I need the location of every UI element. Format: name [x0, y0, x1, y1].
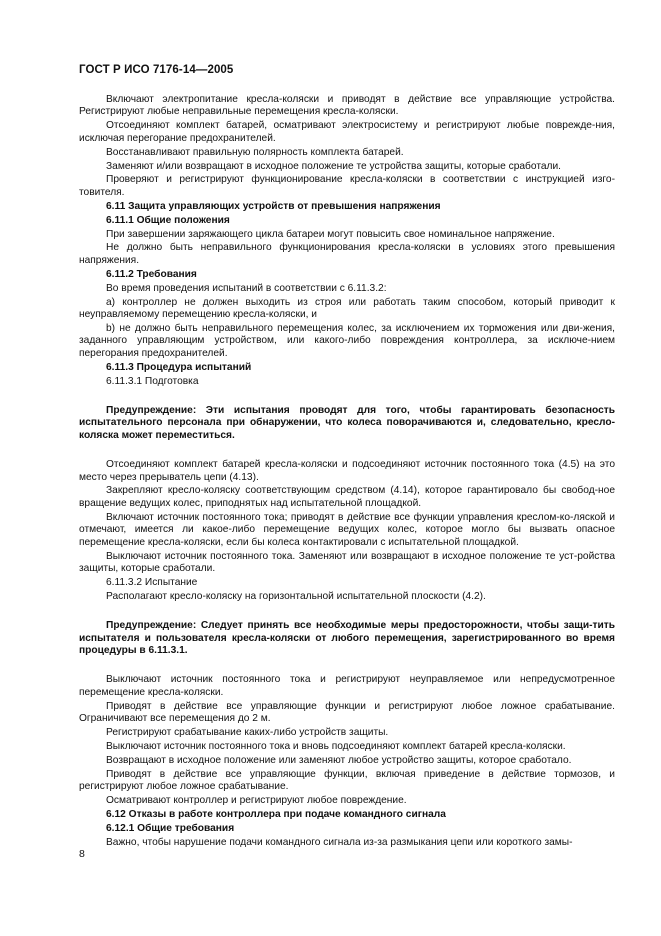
subsection-heading: 6.11.3 Процедура испытаний — [106, 361, 252, 373]
page-number: 8 — [79, 848, 85, 860]
paragraph: Возвращают в исходное положение или заменяют любое устройство защиты, которое сработало. — [106, 754, 572, 766]
warning-text: Предупреждение: Следует принять все необходимые меры предосторожности, чтобы защи-тить испытателя и пользователя кресла-коляски от любого перемещения, зарегистрированного во время процедуры в 6.11.3.1. — [79, 620, 615, 656]
paragraph: Осматривают контроллер и регистрируют любое повреждение. — [106, 795, 407, 806]
paragraph: Закрепляют кресло-коляску соответствующим средством (4.14), которое гарантировало бы свобод-ное вращение ведущих колес, приподнятых над испытательной площадкой. — [79, 485, 615, 509]
paragraph: Проверяют и регистрируют функционирование кресла-коляски в соответствии с инструкцией изго-товителя. — [79, 174, 615, 198]
paragraph: При завершении заряжающего цикла батареи могут повысить свое номинальное напряжение. — [106, 228, 555, 240]
paragraph: Восстанавливают правильную полярность комплекта батарей. — [106, 146, 404, 158]
warning-text: Предупреждение: Эти испытания проводят для того, чтобы гарантировать безопасность испытательного персонала при обнаружении, что колеса поворачиваются и, следовательно, кресло-коляска может переместиться. — [79, 404, 615, 441]
subsection-heading: 6.11.1 Общие положения — [106, 214, 230, 226]
paragraph: Включают электропитание кресла-коляски и приводят в действие все управляющие устройства. Регистрируют любые неправильные перемещения кресла-коляски. — [79, 94, 615, 118]
paragraph: Выключают источник постоянного тока и вновь подсоединяют комплект батарей кресла-коляски. — [106, 740, 566, 752]
paragraph: Не должно быть неправильного функционирования кресла-коляски в условиях этого превышения напряжения. — [79, 242, 615, 266]
paragraph: Регистрируют срабатывание каких-либо устройств защиты. — [106, 726, 389, 738]
paragraph: Во время проведения испытаний в соответствии с 6.11.3.2: — [106, 282, 387, 294]
paragraph: Важно, чтобы нарушение подачи командного сигнала из-за размыкания цепи или короткого замы- — [106, 836, 573, 848]
paragraph: Отсоединяют комплект батарей кресла-коляски и подсоединяют источник постоянного тока (4.5) на это место через прерыватель цепи (4.13). — [79, 459, 615, 483]
paragraph: Заменяют и/или возвращают в исходное положение те устройства защиты, которые сработали. — [106, 160, 562, 172]
document-header: ГОСТ Р ИСО 7176-14—2005 — [79, 64, 234, 76]
subsection-heading: 6.11.2 Требования — [106, 268, 197, 280]
subsection-heading: 6.12.1 Общие требования — [106, 822, 235, 834]
document-body — [79, 94, 615, 851]
list-item: b) не должно быть неправильного перемещения колес, за исключением их торможения или дви-жения, заданного управляющим устройством, или какого-либо повреждения контроллера, за исключе-нием перегорания предохранителей. — [79, 322, 615, 359]
paragraph: Приводят в действие все управляющие функции и регистрируют любое ложное срабатывание. Ограничивают все перемещения до 2 м. — [79, 700, 615, 725]
paragraph: Включают источник постоянного тока; приводят в действие все функции управления креслом-ко-ляской и отмечают, имеется ли какое-либо перемещение ведущих колес, которое могло бы вызвать опасное перемещение кресла-коляски, если бы колеса контактировали с испытательной площадкой. — [79, 511, 615, 548]
section-heading: 6.11 Защита управляющих устройств от превышения напряжения — [106, 200, 441, 212]
list-item: а) контроллер не должен выходить из строя или работать таким способом, который приводит к неуправляемому перемещению кресла-коляски, и — [79, 296, 615, 320]
clause-heading: 6.11.3.2 Испытание — [106, 576, 198, 588]
paragraph: Отсоединяют комплект батарей, осматривают электросистему и регистрируют любые поврежде-ния, исключая перегорание предохранителей. — [79, 120, 615, 144]
clause-heading: 6.11.3.1 Подготовка — [106, 375, 199, 387]
paragraph: Выключают источник постоянного тока и регистрируют неуправляемое или непредусмотренное перемещение кресла-коляски. — [79, 674, 615, 698]
paragraph: Приводят в действие все управляющие функции, включая приведение в действие тормозов, и регистрируют любое ложное срабатывание. — [79, 768, 615, 793]
paragraph: Выключают источник постоянного тока. Заменяют или возвращают в исходное положение те уст-ройства защиты, которые сработали. — [79, 550, 615, 574]
paragraph: Располагают кресло-коляску на горизонтальной испытательной плоскости (4.2). — [106, 590, 486, 602]
section-heading: 6.12 Отказы в работе контроллера при подаче командного сигнала — [106, 808, 446, 820]
